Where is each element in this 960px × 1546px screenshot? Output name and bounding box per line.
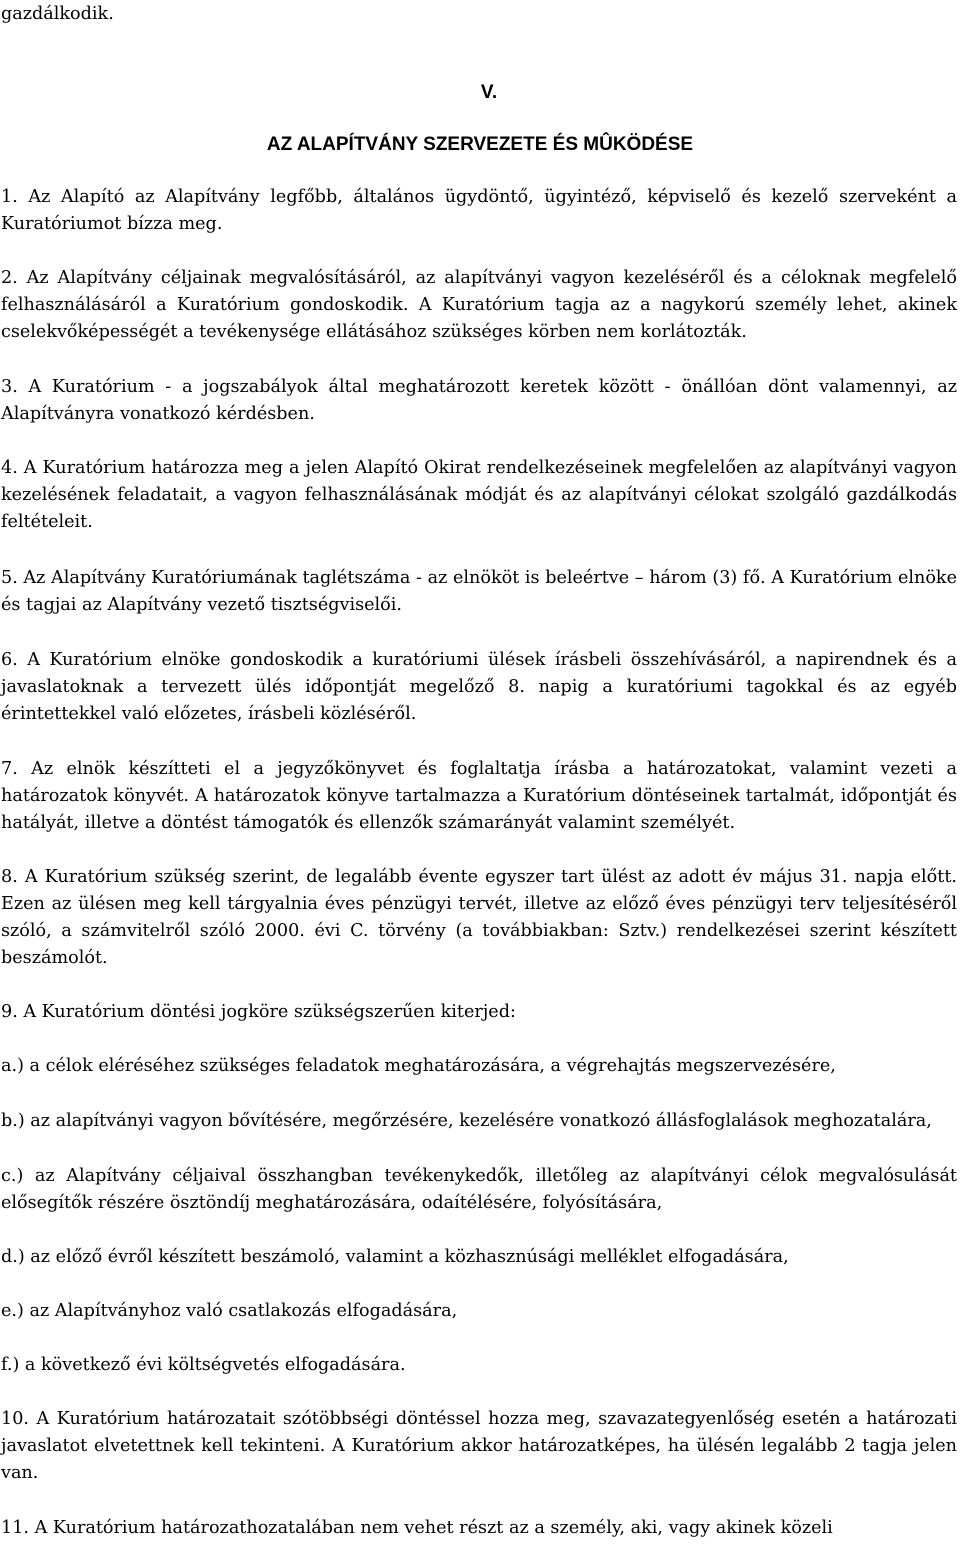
section-title: AZ ALAPÍTVÁNY SZERVEZETE ÉS MÛKÖDÉSE <box>266 134 694 155</box>
paragraph-1: 1. Az Alapító az Alapítvány legfőbb, általános ügydöntő, ügyintéző, képviselő és kezelő szerveként a Kuratóriumot bízza meg. <box>1 187 957 234</box>
paragraph-11: 11. A Kuratórium határozathozatalában nem vehet részt az a személy, aki, vagy akinek közeli <box>1 1518 833 1538</box>
paragraph-9: 9. A Kuratórium döntési jogköre szükségszerűen kiterjed: <box>1 1002 516 1022</box>
section-number: V. <box>480 82 498 103</box>
paragraph-6: 6. A Kuratórium elnöke gondoskodik a kuratóriumi ülések írásbeli összehívásáról, a napirendnek és a javaslatoknak a tervezett ülés időpontját megelőző 8. napig a kuratóriumi tagokkal és az egyéb érintettekkel való előzetes, írásbeli közléséről. <box>1 650 957 724</box>
list-item-c: c.) az Alapítvány céljaival összhangban tevékenykedők, illetőleg az alapítványi célok megvalósulását elősegítők részére ösztöndíj meghatározására, odaítélésére, folyósítására, <box>1 1166 957 1213</box>
list-item-b: b.) az alapítványi vagyon bővítésére, megőrzésére, kezelésére vonatkozó állásfoglalások meghozatalára, <box>1 1111 932 1131</box>
list-item-a: a.) a célok eléréséhez szükséges feladatok meghatározására, a végrehajtás megszervezésére, <box>1 1056 836 1076</box>
paragraph-3: 3. A Kuratórium - a jogszabályok által meghatározott keretek között - önállóan dönt valamennyi, az Alapítványra vonatkozó kérdésben. <box>1 377 957 424</box>
paragraph-10: 10. A Kuratórium határozatait szótöbbségi döntéssel hozza meg, szavazategyenlőség esetén a határozati javaslatot elvetettnek kell tekinteni. A Kuratórium akkor határozatképes, ha ülésén legalább 2 tagja jelen van. <box>1 1409 957 1483</box>
paragraph-5: 5. Az Alapítvány Kuratóriumának taglétszáma - az elnököt is beleértve – három (3) fő. A Kuratórium elnöke és tagjai az Alapítvány vezető tisztségviselői. <box>1 568 957 615</box>
list-item-e: e.) az Alapítványhoz való csatlakozás elfogadására, <box>1 1301 458 1321</box>
paragraph-4: 4. A Kuratórium határozza meg a jelen Alapító Okirat rendelkezéseinek megfelelően az alapítványi vagyon kezelésének feladatait, a vagyon felhasználásának módját és az alapítványi célokat szolgáló gazdálkodás feltételeit. <box>1 458 957 532</box>
carryover-text: gazdálkodik. <box>1 4 114 24</box>
list-item-f: f.) a következő évi költségvetés elfogadására. <box>1 1355 406 1375</box>
paragraph-7: 7. Az elnök készítteti el a jegyzőkönyvet és foglaltatja írásba a határozatokat, valamint vezeti a határozatok könyvét. A határozatok könyve tartalmazza a Kuratórium döntéseinek tartalmát, időpontját és hatályát, illetve a döntést támogatók és ellenzők számarányát valamint személyét. <box>1 759 957 833</box>
list-item-d: d.) az előző évről készített beszámoló, valamint a közhasznúsági melléklet elfogadására, <box>1 1247 789 1267</box>
paragraph-2: 2. Az Alapítvány céljainak megvalósításáról, az alapítványi vagyon kezeléséről és a céloknak megfelelő felhasználásáról a Kuratórium gondoskodik. A Kuratórium tagja az a nagykorú személy lehet, akinek cselekvőképességét a tevékenysége ellátásához szükséges körben nem korlátozták. <box>1 268 957 342</box>
paragraph-8: 8. A Kuratórium szükség szerint, de legalább évente egyszer tart ülést az adott év május 31. napja előtt. Ezen az ülésen meg kell tárgyalnia éves pénzügyi tervét, illetve az előző éves pénzügyi terv teljesítéséről szóló, a számvitelről szóló 2000. évi C. törvény (a továbbiakban: Sztv.) rendelkezései szerint készített beszámolót. <box>1 867 957 968</box>
